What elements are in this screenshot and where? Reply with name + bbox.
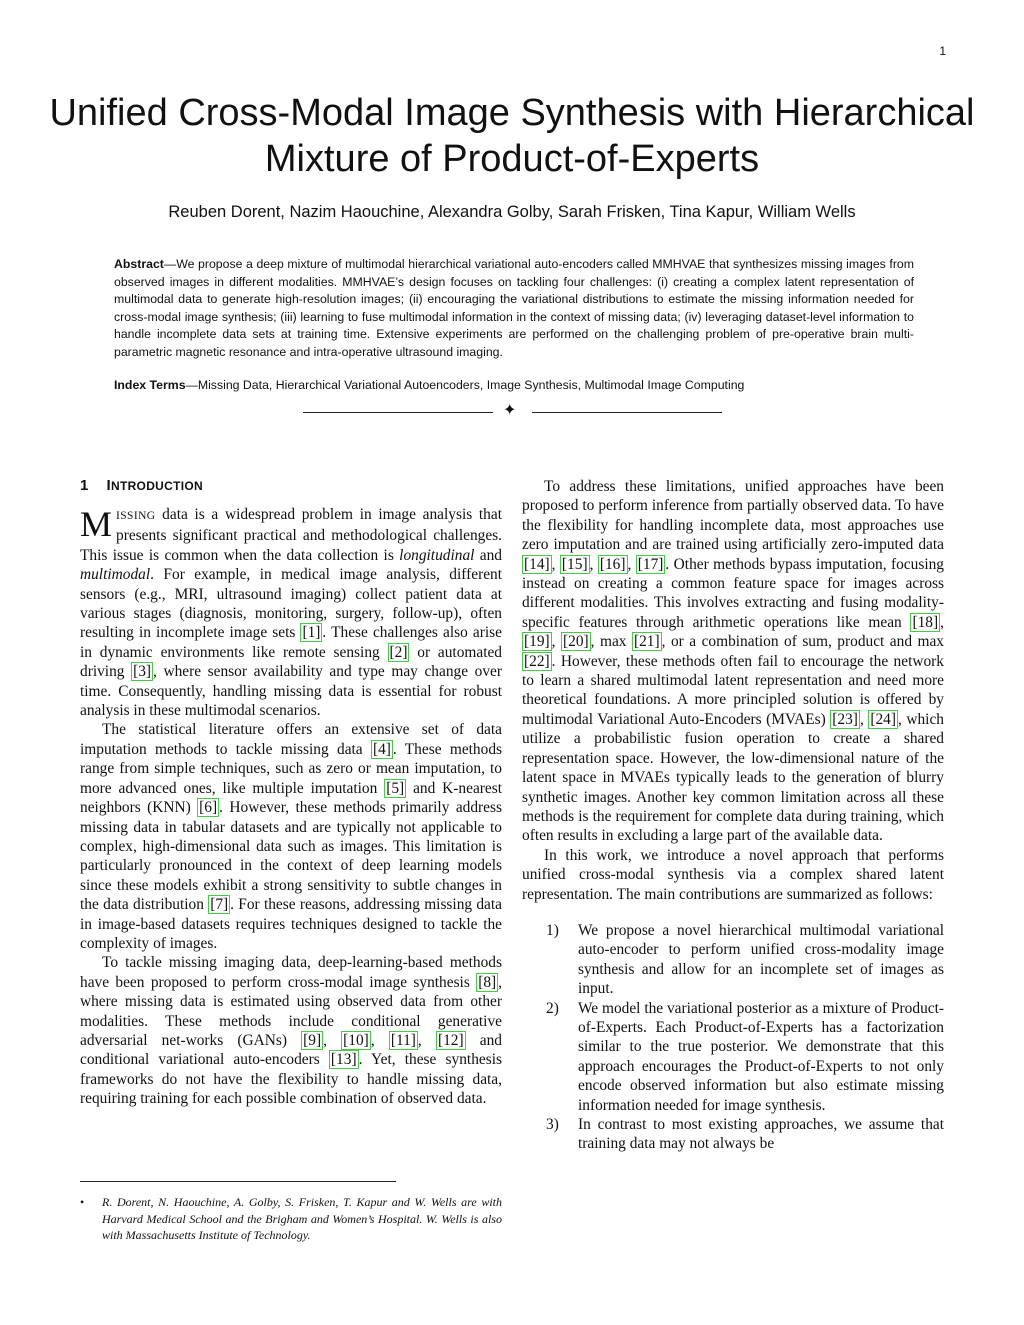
text-run: , where sensor availability and type may change over time. Consequently, handling missing data is essential for robust analysis in these multimodal scenarios. xyxy=(80,663,502,720)
text-run: and xyxy=(474,546,502,564)
text-run: , where missing data is estimated using observed data from other modalities. These methods include conditional generative adversarial net-works (GANs) xyxy=(80,973,502,1049)
right-column xyxy=(522,477,944,1154)
text-run: , xyxy=(940,613,944,631)
section-number: 1 xyxy=(80,477,89,494)
drop-cap: M xyxy=(80,504,113,544)
drop-cap-rest: ISSING xyxy=(116,510,156,522)
index-terms xyxy=(114,378,914,392)
citation-link[interactable]: [4] xyxy=(372,740,391,758)
text-run: . These challenges also arise in dynamic environments like remote sensing xyxy=(80,624,502,661)
paragraph-1 xyxy=(80,505,502,720)
text-emphasis: longitudinal xyxy=(399,546,475,564)
paragraph-5: In this work, we introduce a novel approach that performs unified cross-modal synthesis via a complex shared latent representation. The main contributions are summarized as follows: xyxy=(522,846,944,903)
footnote-bullet: • xyxy=(80,1195,85,1209)
footnote xyxy=(80,1194,502,1244)
text-run: . For example, in medical image analysis, different sensors (e.g., MRI, ultrasound imaging) collect patient data at various stages (diagnosis, monitoring, surgery, follow-up), often resulting in incomplete image sets xyxy=(80,566,502,642)
citation-link[interactable]: [1] xyxy=(302,624,321,642)
citation-link[interactable]: [9] xyxy=(303,1031,322,1049)
list-item xyxy=(522,999,944,1115)
section-title-initial: I xyxy=(106,477,111,494)
text-run: , xyxy=(627,555,636,573)
citation-link[interactable]: [22] xyxy=(524,652,550,670)
author-list: Reuben Dorent, Nazim Haouchine, Alexandra Golby, Sarah Frisken, Tina Kapur, William Wells xyxy=(168,203,856,221)
text-run: or automated driving xyxy=(80,643,503,681)
list-item xyxy=(522,1115,944,1154)
text-run: data is a widespread problem in image analysis that presents significant practical and methodological challenges. This issue is common when the data collection is xyxy=(80,506,502,564)
citation-link[interactable]: [13] xyxy=(330,1051,357,1069)
text-emphasis: multimodal xyxy=(80,566,151,584)
citation-link[interactable]: [14] xyxy=(524,555,550,573)
paper-title: Unified Cross-Modal Image Synthesis with Hierarchical Mixture of Product-of-Experts xyxy=(49,92,975,180)
citation-link[interactable]: [19] xyxy=(524,633,550,651)
text-run: , xyxy=(323,1031,342,1049)
list-item-number: 2) xyxy=(546,999,559,1017)
citation-link[interactable]: [6] xyxy=(199,799,218,817)
text-run: . However, these methods often fail to encourage the network to learn a shared multimodal latent representation and need more theoretical foundations. A more principled solution is offered by multimodal Variational Auto-Encoders (MVAEs) xyxy=(522,652,944,728)
citation-link[interactable]: [21] xyxy=(633,633,660,651)
left-column xyxy=(80,505,502,1109)
citation-link[interactable]: [3] xyxy=(133,663,152,681)
list-item xyxy=(522,921,944,999)
separator-line-right xyxy=(532,412,722,413)
section-heading xyxy=(80,477,203,494)
citation-link[interactable]: [5] xyxy=(386,779,405,797)
text-run: . Other methods bypass imputation, focusing instead on creating a common feature space for images across different modalities. This involves extracting and fusing modality-specific features through arithmetic operations like mean xyxy=(522,555,944,631)
text-run: , xyxy=(370,1031,389,1049)
index-terms-text: —Missing Data, Hierarchical Variational Autoencoders, Image Synthesis, Multimodal Image Computing xyxy=(185,378,745,392)
list-item-text: We model the variational posterior as a mixture of Product-of-Experts. Each Product-of-Experts has a factorization similar to the true posterior. We demonstrate that this approach encourages the Product-of-Experts to not only encode observed information but also estimate missing information needed for image synthesis. xyxy=(578,999,944,1114)
citation-link[interactable]: [17] xyxy=(637,555,664,573)
text-run: , xyxy=(859,710,869,728)
text-run: and K-nearest neighbors (KNN) xyxy=(80,779,502,817)
contributions-list xyxy=(522,921,944,1154)
text-run: . However, these methods primarily address missing data in tabular datasets and are typically not applicable to complex, high-dimensional data such as images. This limitation is particularly pronounced in the context of deep learning models since these models exhibit a strong sensitivity to subtle changes in the data distribution xyxy=(80,799,502,914)
citation-link[interactable]: [7] xyxy=(210,896,229,914)
index-terms-label: Index Terms xyxy=(114,378,186,392)
citation-link[interactable]: [18] xyxy=(912,613,939,631)
separator-star-icon: ✦ xyxy=(503,402,517,419)
paragraph-2 xyxy=(80,720,502,953)
text-run: To tackle missing imaging data, deep-learning-based methods have been proposed to perform cross-modal image synthesis xyxy=(80,954,502,991)
text-run: , which utilize a probabilistic fusion operation to create a shared representation space. However, the low-dimensional nature of the latent space in MVAEs typically leads to the generation of blurry synthetic images. Another key common limitation across all these methods is the requirement for complete data during training, which often results in excluding a large part of the available data. xyxy=(522,710,944,845)
text-run: . For these reasons, addressing missing data in image-based datasets requires techniques designed to tackle the complexity of images. xyxy=(80,896,502,952)
text-run: , xyxy=(551,633,561,651)
citation-link[interactable]: [10] xyxy=(343,1031,369,1049)
list-item-number: 3) xyxy=(546,1116,559,1133)
text-run: , max xyxy=(590,633,632,651)
text-run: . Yet, these synthesis frameworks do not have the flexibility to handle missing data, requiring training for each possible combination of observed data. xyxy=(80,1051,502,1108)
citation-link[interactable]: [20] xyxy=(563,633,589,651)
citation-link[interactable]: [2] xyxy=(389,643,408,661)
page-number: 1 xyxy=(939,44,946,58)
citation-link[interactable]: [23] xyxy=(832,710,858,728)
text-run: . These methods range from simple techniques, such as zero or mean imputation, to more advanced ones, like multiple imputation xyxy=(80,740,502,797)
text-run: , xyxy=(417,1031,436,1049)
citation-link[interactable]: [24] xyxy=(870,710,896,728)
text-run: , or a combination of sum, product and max xyxy=(661,633,945,651)
text-run: , xyxy=(589,555,598,573)
abstract-label: Abstract xyxy=(114,257,164,271)
footnote-text: R. Dorent, N. Haouchine, A. Golby, S. Frisken, T. Kapur and W. Wells are with Harvard Medical School and the Brigham and Women’s Hospital. W. Wells is also with Massachusetts Institute of Technology. xyxy=(102,1195,502,1242)
text-run: To address these limitations, unified approaches have been proposed to perform inference from partially observed data. To have the flexibility for handling incomplete data, most approaches use zero imputation and are trained using artificially zero-imputed data xyxy=(522,478,944,554)
citation-link[interactable]: [15] xyxy=(561,555,588,573)
list-item-text: We propose a novel hierarchical multimodal variational auto-encoder to perform unified cross-modality image synthesis and allow for an incomplete set of images as input. xyxy=(578,921,944,998)
abstract xyxy=(114,256,914,362)
list-item-text: In contrast to most existing approaches, we assume that training data may not always be xyxy=(578,1116,944,1153)
paragraph-4 xyxy=(522,477,944,846)
list-item-number: 1) xyxy=(546,921,559,939)
section-title-rest: NTRODUCTION xyxy=(111,479,203,493)
abstract-text: —We propose a deep mixture of multimodal hierarchical variational auto-encoders called MMHVAE that synthesizes missing images from observed images in different modalities. MMHVAE’s design focuses on tackling four challenges: (i) creating a complex latent representation of multimodal data to generate high-resolution images; (ii) encouraging the variational distributions to estimate the missing information needed for cross-modal image synthesis; (iii) learning to fuse multimodal information in the context of missing data; (iv) leveraging dataset-level information to handle incomplete data sets at training time. Extensive experiments are performed on the challenging problem of pre-operative brain multi-parametric magnetic resonance and intra-operative ultrasound imaging. xyxy=(114,257,914,359)
citation-link[interactable]: [12] xyxy=(437,1031,464,1049)
paragraph-3 xyxy=(80,953,502,1108)
separator-line-left xyxy=(303,412,493,413)
footnote-rule xyxy=(80,1181,396,1182)
citation-link[interactable]: [16] xyxy=(599,555,626,573)
text-run: and conditional variational auto-encoders xyxy=(80,1031,503,1069)
text-run: The statistical literature offers an extensive set of data imputation methods to tackle missing data xyxy=(80,721,502,758)
citation-link[interactable]: [11] xyxy=(390,1031,416,1049)
text-run: , xyxy=(551,555,560,573)
citation-link[interactable]: [8] xyxy=(478,973,497,991)
